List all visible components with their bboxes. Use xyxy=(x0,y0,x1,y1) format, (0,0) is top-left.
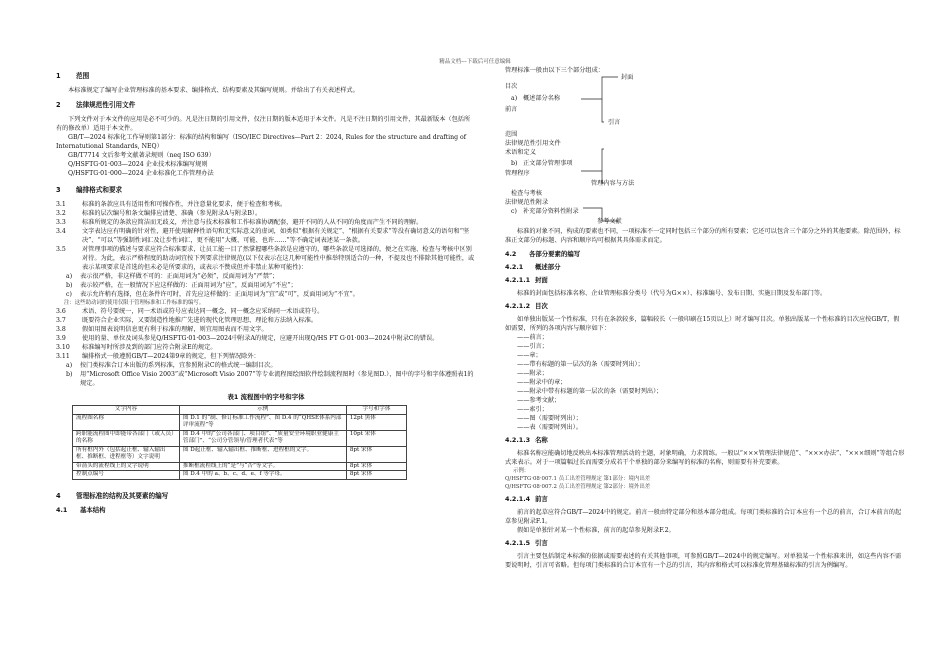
table-cell: 8pt 宋体 xyxy=(346,446,406,462)
reference-item: GB/T—2024 标准化工作导则第1部分：标准的结构和编写（ISO/IEC Directives—Part 2：2024, Rules for the structure and drafting of Internatutional Standards, NEQ） xyxy=(56,134,467,150)
reference-item: GB/T7714 文后参考文献著录规则（neq ISO 639） xyxy=(68,152,215,159)
clause-number: 3.4 xyxy=(56,228,66,235)
sub-item xyxy=(66,361,476,370)
toc-list-item: ——前言； xyxy=(517,334,548,341)
table-1-caption: 表1 流程图中的字号和字体 xyxy=(227,393,305,401)
clause-number: 3.6 xyxy=(56,308,66,315)
table-cell: 图 D.1 的“制、修订标准工作流程”、图 D.4 的“QHSE体系内部评审流程”等 xyxy=(179,414,346,430)
clause-text: 使用的量、单位及词头参见Q/HSFTG·01·003—2024中附录A的规定，应避开出现Q/HS FT G·01·003—2024中附录C的错误。 xyxy=(82,335,439,342)
struct-toc: 目次 xyxy=(505,83,518,90)
left-column xyxy=(56,66,476,519)
toc-list-item: ——附录中带有标题的第一层次的条（需要时列出）； xyxy=(517,388,663,395)
clause-item xyxy=(56,316,476,325)
clause-text: 假如用图表说明信息更有利于标准的理解，则宜用图表而不用文字。 xyxy=(82,326,268,333)
sub-item-text: 表示允许稍有选择，但在条件许可时，首先应这样做的：正面用词为“宜”或“可”，反面用词为“不宜”。 xyxy=(80,291,359,298)
table-cell: 流程图名称 xyxy=(73,414,180,430)
foreword-text-1: 前言的起草应符合GB/T—2024中的规定。前言一般由特定部分和基本部分组成。每项门类标准的合订本应有一个总的前言，合订本前言的起草参见附录F.1。 xyxy=(505,509,902,525)
section-4-2-1-4-heading: 4.2.1.4 前言 xyxy=(505,495,548,503)
table-cell: 图 D.4 中的“公司各部门、项目组”、“质量安全环境职业健康主管部门”、“公司分管领导/管理者代表”等 xyxy=(179,430,346,446)
clause-3-11-subitems xyxy=(56,361,476,388)
struct-terms: 术语和定义 xyxy=(505,149,536,156)
table-row xyxy=(73,471,407,480)
structure-intro: 管理标准一般由以下三个部分组成： xyxy=(505,67,604,74)
clause-number: 3.11 xyxy=(56,353,70,360)
toc-list-item: ——章； xyxy=(517,352,542,359)
section-2-text: 下列文件对于本文件的应用是必不可少的。凡是注日期的引用文件，仅注日期的版本适用于本文件。凡是不注日期的引用文件，其最新版本（包括所有的修改单）适用于本文件。 xyxy=(56,116,471,132)
struct-overview: 概述部分名称 xyxy=(523,95,561,102)
struct-intro: 引言 xyxy=(608,119,621,126)
toc-list-item: ——带有标题的第一层次的条（需要时列出）； xyxy=(517,361,644,368)
struct-bibliography: 参考文献 xyxy=(597,218,622,225)
section-3-heading: 3 编排格式和要求 xyxy=(56,186,123,194)
clause-text: 标准的条款应具有适用性和可操作性，并注意量化要求，便于检查和考核。 xyxy=(82,201,287,208)
sub-item-number: b) xyxy=(66,371,73,378)
example-item: Q/HSFTG·08·007.2 员工出差管理规定 第2部分：境外出差 xyxy=(505,484,651,490)
sub-item-number: a) xyxy=(66,273,73,280)
toc-text: 如单独出版某一个性标准，只有在条款较多，篇幅较长（一般印刷在15页以上）时才编写目次。单独出版某一个性标准的目次应按GB/T，假如需要，所列的各项内容与顺序如下： xyxy=(505,316,900,332)
sub-item-number: b) xyxy=(66,282,73,289)
section-4-2-1-2-heading: 4.2.1.2 目次 xyxy=(505,302,548,310)
clause-item xyxy=(56,245,476,272)
font-size-table xyxy=(72,405,407,480)
toc-list-item: ——表（需要时列出）。 xyxy=(517,424,582,431)
clause-number: 3.2 xyxy=(56,210,66,217)
struct-body: 正文部分管理事项 xyxy=(523,160,573,167)
page-header: 精品文档---下载后可任意编辑 xyxy=(439,59,511,65)
table-cell: 10pt 宋体 xyxy=(346,430,406,446)
clause-item xyxy=(56,343,476,352)
section-4-2-1-heading: 4.2.1 概述部分 xyxy=(505,263,561,271)
clause-text: 对管理事项的描述与要求应符合标准要求，让员工能一目了然掌握哪些条款是应遵守的，哪些条款是可选择的，便之在实施、检查与考核中区别对待。为此，表示严格程度的助动词宜按下列要求注律规范(以下仅表示在这几种可能性中推举特别适合的一种，不提及也不排除其他可能性，或表示某项要求是首选的但未必是所要求的，或表示不赞成但并非禁止某种可能性)： xyxy=(82,246,475,271)
section-4-1-heading: 4.1 基本结构 xyxy=(56,505,106,514)
sub-item-text: 表示较严格，在一般情况下应这样做的：正面用词为“应”，反面用词为“不应”； xyxy=(80,282,297,289)
struct-a: a) xyxy=(511,95,518,102)
title-examples xyxy=(505,475,905,491)
toc-list-item: ——索引； xyxy=(517,406,548,413)
structure-connector-lines xyxy=(505,75,905,225)
section-1-text: 本标准规定了编写企业管理标准的基本要求、编排格式、结构要素及其编写规则。并给出了有关表述样式。 xyxy=(68,87,359,94)
clause-number: 3.10 xyxy=(56,344,70,351)
section-4-2-1-5-heading: 4.2.1.5 引言 xyxy=(505,539,548,547)
title-text: 标准名称应能确切地反映出本标准管理活动的主题，对象明确，力求简练。一般以“×××管理法律规范”、“×××办法”、“×××细则”等组合形式来表示。对于一项篇幅过长而需要分成若干个单独的部分来编写的标准的名称，则需要有补充要素。 xyxy=(505,450,905,466)
struct-procedure: 管理程序 xyxy=(505,170,530,177)
clause-number: 3.3 xyxy=(56,219,66,226)
sub-item xyxy=(66,281,476,290)
sub-item xyxy=(66,370,476,388)
table-header-cell: 字号和字体 xyxy=(346,406,406,415)
toc-items-list xyxy=(505,333,905,432)
clause-3-5-subitems xyxy=(56,272,476,299)
sub-item xyxy=(66,272,476,281)
introduction-text: 引言主要包括制定本标准的依据或需要表述的有关其他事项，可参照GB/T—2024中的规定编写。对单独某一个性标准来讲，如这些内容不需要说明时，引言可省略。但每项门类标准的合订本宜有一个总的引言，其内容和格式可以标准化管理基础标准的引言为例编写。 xyxy=(505,553,902,569)
table-row xyxy=(73,446,407,462)
table-row xyxy=(73,462,407,471)
right-column xyxy=(505,66,905,570)
table-cell: 控制点编号 xyxy=(73,471,180,480)
table-cell: 8pt 宋体 xyxy=(346,471,406,480)
clause-number: 3.8 xyxy=(56,326,66,333)
sub-item xyxy=(66,290,476,299)
cover-text: 标准的封面包括标准名称、企业管理标准分类号（代号为G××）、标准编号、发布日期、实施日期及发布部门等。 xyxy=(517,290,827,297)
table-cell: 跨职能流程图中即能带各部门（或人员）的名称 xyxy=(73,430,180,446)
clause-3-5-note: 注：这些助动词的使用仅限于管理标准和工作标准的编写。 xyxy=(64,300,205,306)
section-4-heading: 4 管理标准的结构及其要素的编写 xyxy=(56,491,169,500)
section-4-2-heading: 4.2 各部分要素的编写 xyxy=(505,250,581,258)
sub-item-text: 用“Microsoft Office Visio 2003”或“Microsoft Visio 2007”等专业流程图绘图软件绘制流程图时（参见图D.），图中的字号和字体遵照表1的规定。 xyxy=(80,371,474,387)
clause-item xyxy=(56,352,476,361)
example-item: Q/HSFTG·08·007.1 员工出差管理规定 第1部分：境内出差 xyxy=(505,476,651,482)
toc-list-item: ——引言； xyxy=(517,343,548,350)
toc-list-item: ——附录中的章； xyxy=(517,379,567,386)
clause-number: 3.5 xyxy=(56,246,66,253)
table-row xyxy=(73,430,407,446)
struct-supplement: 补充部分资料性附录 xyxy=(523,208,579,215)
table-body xyxy=(73,414,407,479)
normative-references-list xyxy=(56,133,476,178)
toc-list-item: ——参考文献； xyxy=(517,397,561,404)
reference-item: Q/HSFTG·01·003—2024 企业技术标准编写规则 xyxy=(68,161,208,168)
sub-item-number: a) xyxy=(66,362,73,369)
clause-text: 编排格式一般遵照GB/T—2024第9章的规定，但下列情况除外： xyxy=(82,353,260,360)
reference-item: Q/HSFTG·01·000—2024 企业标准化工作管理办法 xyxy=(68,170,214,177)
clause-item xyxy=(56,227,476,245)
clause-item xyxy=(56,334,476,343)
clause-text: 既要符合企业实际，又要制造性地推广先进的现代化管理思想、理论和方法纳入标准。 xyxy=(82,317,318,324)
sub-item-text: 按门类标准合订本出版的系列标准，宜参照附录C的格式统一编制目次。 xyxy=(80,362,277,369)
struct-assess: 检查与考核 xyxy=(511,190,542,197)
clause-text: 标准的层次编号和条文编排应清楚、准确（参见附录A与附录B）。 xyxy=(82,210,262,217)
struct-content: 管理内容与方法 xyxy=(591,180,635,187)
foreword-text-2: 假如是单独针对某一个性标准，前言的起草参见附录F.2。 xyxy=(517,527,675,534)
clause-item xyxy=(56,209,476,218)
clause-number: 3.7 xyxy=(56,317,66,324)
section-2-heading: 2 法律规范性引用文件 xyxy=(56,101,136,109)
toc-list-item: ——附录； xyxy=(517,370,548,377)
table-cell: 8pt 宋体 xyxy=(346,462,406,471)
clause-text: 标准所规定的条款应简洁而无歧义，并注意与技术标准和工作标准协调配套，避开不同的人从不同的角度而产生不同的理解。 xyxy=(82,219,423,226)
table-cell: 推断框流程线上的“是”与“否”等文字。 xyxy=(179,462,346,471)
section-3-clauses-continued xyxy=(56,307,476,361)
toc-list-item: ——图（需要时列出）； xyxy=(517,415,582,422)
clause-item xyxy=(56,307,476,316)
clause-text: 文字表达应有明确的针对性，避开使用解释性语句和无实际意义的虚词，如类似“根据有关规定”、“根据有关要求”等没有确切意义的语句和“坚决”、“可以”等强制性词汇及让步性词汇，更不能用“大概、可能、也许……”等不确定词表述某一条款。 xyxy=(82,228,470,244)
clause-item xyxy=(56,325,476,334)
struct-b: b) xyxy=(511,160,518,167)
clause-number: 3.1 xyxy=(56,201,66,208)
structure-explanation: 标准的对象不同，构成的要素也不同，一项标准不一定同时包括三个部分的所有要素；它还可以包含三个部分之外的其他要素。除范围外，标准正文部分的标题、内容和顺序均可根据其具体需求而定。 xyxy=(505,228,901,244)
struct-foreword: 前言 xyxy=(505,106,518,113)
clause-text: 标准编写时所涉及到的部门应符合附录E的规定。 xyxy=(82,344,217,351)
struct-c: c) xyxy=(511,208,517,215)
table-cell: 带箭头的流程线上的文字说明 xyxy=(73,462,180,471)
table-cell: 所有框内外（包括起止框、输入输出框、推断框、进程框等）文字说明 xyxy=(73,446,180,462)
table-cell: 图 D.4 中的 a、b、c、d、e、f 等字母。 xyxy=(179,471,346,480)
section-4-2-1-3-heading: 4.2.1.3 名称 xyxy=(505,436,548,444)
section-3-clauses xyxy=(56,200,476,272)
example-label: 示例： xyxy=(513,468,530,474)
sub-item-number: c) xyxy=(66,291,72,298)
clause-number: 3.9 xyxy=(56,335,66,342)
sub-item-text: 表示很严格，非这样做不可的：正面用词为“必须”，反面用词为“严禁”； xyxy=(80,273,279,280)
clause-text: 术语、符号要统一，同一术语或符号应表达同一概念，同一概念应采纳同一术语或符号。 xyxy=(82,308,324,315)
table-cell: 图 D起止框、输入输出框、推断框、进程框的文字。 xyxy=(179,446,346,462)
struct-normative-annex: 法律规范性附录 xyxy=(505,199,549,206)
struct-refs: 法律规范性引用文件 xyxy=(505,140,561,147)
table-row xyxy=(73,414,407,430)
clause-item xyxy=(56,200,476,209)
table-cell: 12pt 黑体 xyxy=(346,414,406,430)
section-4-2-1-1-heading: 4.2.1.1 封面 xyxy=(505,276,548,284)
table-header-row xyxy=(73,406,407,415)
table-header-cell: 示例 xyxy=(179,406,346,415)
table-header-cell: 文字内容 xyxy=(73,406,180,415)
clause-item xyxy=(56,218,476,227)
struct-scope: 范围 xyxy=(505,131,518,138)
struct-cover: 封面 xyxy=(621,74,634,81)
section-1-heading: 1 范围 xyxy=(56,72,90,80)
structure-diagram xyxy=(505,75,905,225)
